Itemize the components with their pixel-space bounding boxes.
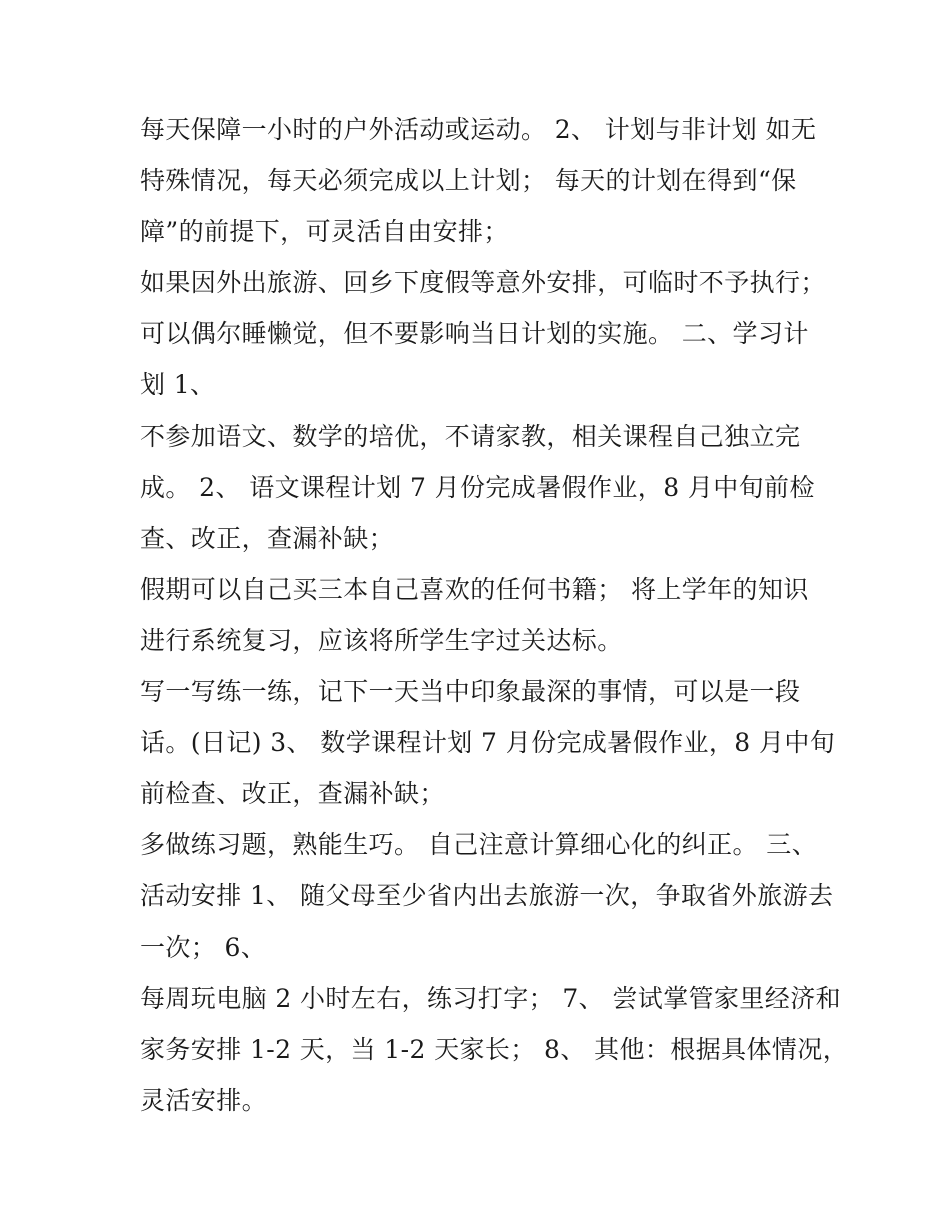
text-line: 查、改正，查漏补缺；	[140, 523, 395, 553]
text-line: 假期可以自己买三本自己喜欢的任何书籍； 将上学年的知识	[140, 574, 809, 604]
text-line: 特殊情况，每天必须完成以上计划； 每天的计划在得到“保	[140, 166, 797, 196]
text-line: 写一写练一练，记下一天当中印象最深的事情，可以是一段	[140, 677, 801, 707]
text-line: 划 1、	[140, 370, 216, 400]
text-line: 活动安排 1、 随父母至少省内出去旅游一次，争取省外旅游去	[140, 881, 834, 911]
text-line: 多做练习题，熟能生巧。 自己注意计算细心化的纠正。 三、	[140, 830, 818, 860]
text-line: 一次； 6、	[140, 932, 267, 962]
text-line: 灵活安排。	[140, 1085, 268, 1115]
text-line: 进行系统复习，应该将所学生字过关达标。	[140, 625, 623, 655]
text-line: 家务安排 1-2 天，当 1-2 天家长； 8、 其他：根据具体情况，	[140, 1034, 849, 1064]
text-line: 成。 2、 语文课程计划 7 月份完成暑假作业，8 月中旬前检	[140, 472, 815, 502]
document-body	[140, 104, 849, 1126]
text-line: 话。(日记) 3、 数学课程计划 7 月份完成暑假作业，8 月中旬	[140, 728, 836, 758]
text-line: 每天保障一小时的户外活动或运动。 2、 计划与非计划 如无	[140, 115, 817, 144]
text-line: 障”的前提下，可灵活自由安排；	[140, 217, 509, 247]
text-line: 可以偶尔睡懒觉，但不要影响当日计划的实施。 二、学习计	[140, 319, 809, 349]
text-line: 如果因外出旅游、回乡下度假等意外安排，可临时不予执行；	[140, 268, 826, 298]
text-line: 不参加语文、数学的培优，不请家教，相关课程自己独立完	[140, 421, 801, 451]
text-line: 前检查、改正，查漏补缺；	[140, 779, 445, 809]
text-line: 每周玩电脑 2 小时左右，练习打字； 7、 尝试掌管家里经济和	[140, 983, 842, 1013]
